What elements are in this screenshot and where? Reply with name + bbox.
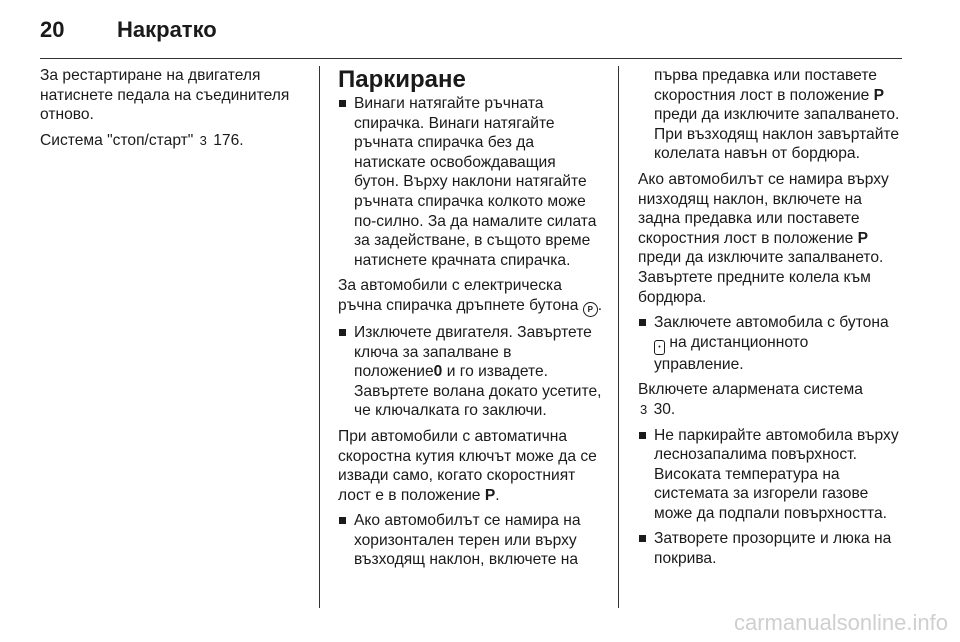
parking-list-4: [638, 313, 902, 374]
gear-position-p: P: [484, 486, 496, 504]
ignition-text-a: Изключете двигателя. Завъртете ключа за запалване в положение: [354, 323, 592, 381]
uphill-text-a: първа предавка или поставете скоростния лост в положение: [654, 67, 877, 104]
list-item: [638, 529, 902, 568]
list-item: [338, 94, 604, 270]
ignition-text-b: и го извадете. Завъртете волана докато усетите, че ключалката го заключи.: [354, 363, 602, 420]
alarm-text: Включете алармената система: [638, 381, 863, 399]
bullet-square-icon: [639, 535, 646, 542]
column-3: [638, 66, 902, 575]
bullet-square-icon: [339, 517, 346, 524]
list-item: [338, 511, 604, 570]
electric-handbrake-note: [338, 276, 604, 317]
slope-text: Ако автомобилът се намира на хоризонтален терен или върху възходящ наклон, включете на: [354, 512, 581, 569]
alarm-note: [638, 380, 902, 419]
stop-start-label: Система "стоп/старт": [40, 131, 194, 149]
gear-position-p: P: [857, 229, 869, 247]
bullet-square-icon: [339, 100, 346, 107]
watermark: carmanualsonline.info: [733, 610, 948, 635]
stop-start-reference: [40, 131, 302, 151]
parking-list: [338, 94, 604, 270]
downhill-text-a: Ако автомобилът се намира върху низходящ наклон, включете на задна предавка или поставете скоростния лост в положение: [638, 170, 889, 247]
lock-text-a: Заключете автомобила с бутона: [654, 314, 889, 332]
list-item: [338, 323, 604, 421]
parking-list-3: [338, 511, 604, 570]
handbrake-text: Винаги натягайте ръчната спирачка. Винаги натягайте ръчната спирачка без да натискате освобождаващия бутон. Върху наклони натягайте ръчната спирачка колкото може по-силно. За да намалите силата за задействане, в същото време натиснете крачната спирачка.: [354, 95, 597, 269]
list-item: [638, 426, 902, 524]
sentence-end: .: [495, 486, 500, 504]
flammable-surface-text: Не паркирайте автомобила върху леснозапалима повърхност. Високата температура на системата за изгорели газове може да подпали повърхността.: [654, 426, 899, 522]
page-header: [40, 17, 217, 47]
parking-list-2: [338, 323, 604, 421]
page-number: 20: [40, 17, 65, 42]
close-windows-text: Затворете прозорците и люка на покрива.: [654, 530, 892, 568]
automatic-text: При автомобили с автоматична скоростна кутия ключът може да се извади само, когато скоростният лост е в положение: [338, 427, 597, 504]
page-reference-icon: 3: [199, 132, 207, 148]
electric-handbrake-text: За автомобили с електрическа ръчна спирачка дръпнете бутона: [338, 277, 579, 314]
stop-start-page: 176.: [213, 131, 244, 149]
page-reference-icon: 3: [640, 401, 648, 417]
lock-text-b: на дистанционното управление.: [654, 333, 809, 373]
header-divider: [40, 58, 902, 59]
section-title-parking: Паркиране: [338, 66, 466, 93]
downhill-text-b: преди да изключите запалването. Завъртете предните колела към бордюра.: [638, 249, 884, 306]
restart-paragraph: За рестартиране на двигателя натиснете педала на съединителя отново.: [40, 67, 290, 124]
remote-lock-button-icon: •: [654, 340, 665, 355]
bullet-square-icon: [639, 432, 646, 439]
downhill-paragraph: [638, 170, 902, 307]
column-1: [40, 66, 302, 156]
automatic-gearbox-note: [338, 427, 604, 505]
uphill-text-b: преди да изключите запалването. При възходящ наклон завъртайте колелата навън от бордюра.: [654, 106, 900, 163]
alarm-page: 30.: [653, 400, 676, 418]
running-title: Накратко: [117, 17, 217, 42]
uphill-paragraph: [654, 66, 902, 164]
column-divider-2: [618, 66, 619, 608]
parking-list-5: [638, 426, 902, 569]
column-divider-1: [319, 66, 320, 608]
list-item: [638, 313, 902, 374]
bullet-square-icon: [339, 329, 346, 336]
sentence-end: .: [597, 296, 603, 314]
gear-position-p: P: [873, 86, 885, 104]
column-2: [338, 66, 604, 576]
bullet-square-icon: [639, 319, 646, 326]
ignition-position-0: 0: [433, 363, 443, 381]
parking-brake-button-icon: P: [583, 302, 598, 317]
